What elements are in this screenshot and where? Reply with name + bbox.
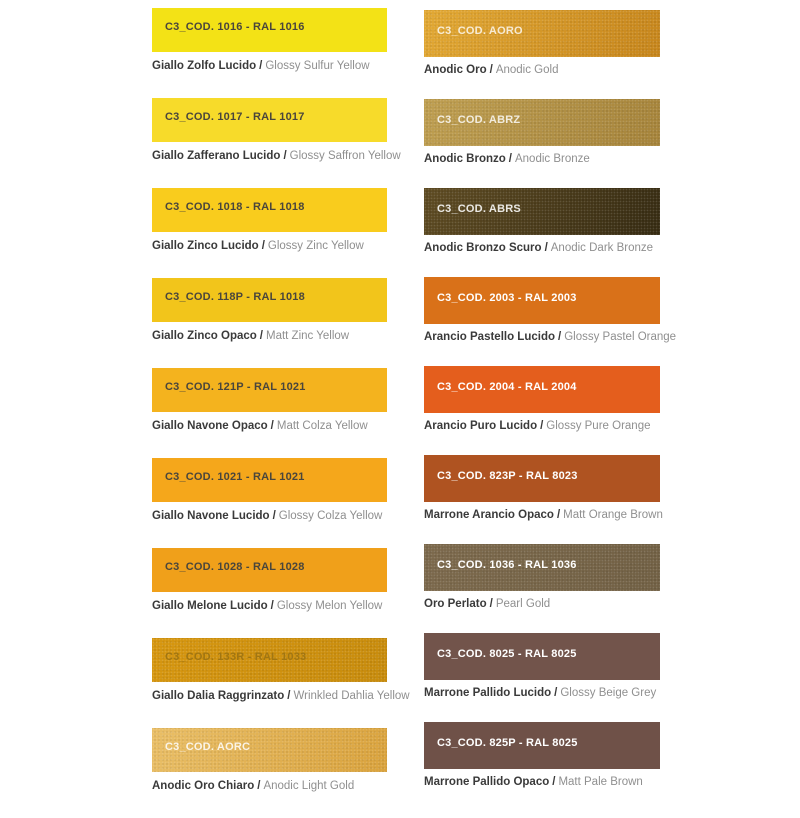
caption-english: Matt Pale Brown [558, 776, 643, 788]
color-swatch-abrz [424, 99, 660, 146]
swatch-caption [152, 329, 387, 343]
swatch-code-label: C3_COD. 1018 - RAL 1018 [165, 201, 305, 213]
swatch-card-ral1018-gloss [152, 188, 387, 253]
swatch-caption [152, 149, 401, 163]
caption-english: Matt Orange Brown [563, 509, 663, 521]
caption-separator: / [261, 240, 265, 252]
swatch-code-label: C3_COD. 1017 - RAL 1017 [165, 111, 305, 123]
swatch-code-label: C3_COD. ABRS [437, 203, 521, 215]
caption-separator: / [272, 510, 276, 522]
caption-separator: / [554, 687, 558, 699]
swatch-code-label: C3_COD. AORC [165, 741, 251, 753]
swatch-card-ral2004 [424, 366, 660, 433]
caption-italian: Giallo Navone Opaco [152, 420, 268, 432]
color-swatch-ral1018-gloss [152, 188, 387, 232]
color-swatch-ral1036 [424, 544, 660, 591]
color-swatch-ral8025-gloss [424, 633, 660, 680]
color-column-left [152, 8, 410, 818]
caption-english: Matt Zinc Yellow [266, 330, 350, 342]
caption-italian: Giallo Zinco Opaco [152, 330, 257, 342]
swatch-code-label: C3_COD. 1016 - RAL 1016 [165, 21, 305, 33]
caption-italian: Anodic Bronzo [424, 153, 506, 165]
caption-italian: Giallo Zafferano Lucido [152, 150, 281, 162]
caption-english: Glossy Pure Orange [546, 420, 651, 432]
caption-separator: / [489, 64, 493, 76]
swatch-code-label: C3_COD. 2004 - RAL 2004 [437, 381, 577, 393]
swatch-caption [424, 241, 660, 255]
swatch-card-ral8025-matt [424, 722, 660, 789]
swatch-card-ral1021-gloss [152, 458, 387, 523]
caption-english: Glossy Saffron Yellow [289, 150, 401, 162]
swatch-caption [424, 508, 663, 522]
caption-italian: Anodic Oro [424, 64, 487, 76]
caption-separator: / [558, 331, 562, 343]
swatch-code-label: C3_COD. 1021 - RAL 1021 [165, 471, 305, 483]
swatch-caption [424, 419, 660, 433]
swatch-code-label: C3_COD. 8025 - RAL 8025 [437, 648, 577, 660]
caption-separator: / [508, 153, 512, 165]
swatch-caption [424, 775, 660, 789]
swatch-card-ral1016 [152, 8, 387, 73]
swatch-card-ral1028 [152, 548, 387, 613]
swatch-code-label: C3_COD. 1028 - RAL 1028 [165, 561, 305, 573]
swatch-caption [152, 599, 387, 613]
swatch-caption [152, 689, 410, 703]
caption-separator: / [257, 780, 261, 792]
swatch-card-ral8025-gloss [424, 633, 660, 700]
swatch-card-abrz [424, 99, 660, 166]
caption-english: Anodic Gold [495, 64, 559, 76]
color-swatch-abrs [424, 188, 660, 235]
color-swatch-ral1021-matt [152, 368, 387, 412]
caption-separator: / [287, 690, 291, 702]
swatch-caption [152, 419, 387, 433]
swatch-code-label: C3_COD. AORO [437, 25, 523, 37]
caption-italian: Oro Perlato [424, 598, 487, 610]
caption-italian: Giallo Navone Lucido [152, 510, 270, 522]
caption-italian: Anodic Oro Chiaro [152, 780, 255, 792]
color-swatch-ral8025-matt [424, 722, 660, 769]
swatch-caption [424, 330, 677, 344]
color-swatch-ral2004 [424, 366, 660, 413]
color-swatch-ral1017 [152, 98, 387, 142]
caption-separator: / [259, 330, 263, 342]
caption-italian: Giallo Dalia Raggrinzato [152, 690, 285, 702]
caption-separator: / [540, 420, 544, 432]
swatch-code-label: C3_COD. 1036 - RAL 1036 [437, 559, 577, 571]
caption-italian: Giallo Melone Lucido [152, 600, 268, 612]
swatch-card-ral2003 [424, 277, 677, 344]
caption-italian: Giallo Zolfo Lucido [152, 60, 257, 72]
caption-separator: / [259, 60, 263, 72]
caption-english: Glossy Melon Yellow [276, 600, 383, 612]
caption-english: Anodic Dark Bronze [550, 242, 654, 254]
caption-italian: Giallo Zinco Lucido [152, 240, 259, 252]
color-swatch-ral8023 [424, 455, 660, 502]
caption-english: Anodic Light Gold [263, 780, 355, 792]
swatch-caption [424, 597, 660, 611]
swatch-card-abrs [424, 188, 660, 255]
color-swatch-ral1018-matt [152, 278, 387, 322]
swatch-caption [152, 779, 387, 793]
swatch-card-ral8023 [424, 455, 663, 522]
caption-italian: Arancio Puro Lucido [424, 420, 538, 432]
caption-separator: / [270, 420, 274, 432]
caption-separator: / [552, 776, 556, 788]
caption-separator: / [270, 600, 274, 612]
color-swatch-ral1033 [152, 638, 387, 682]
caption-italian: Marrone Arancio Opaco [424, 509, 554, 521]
swatch-caption [424, 686, 660, 700]
swatch-code-label: C3_COD. 825P - RAL 8025 [437, 737, 578, 749]
caption-separator: / [556, 509, 561, 521]
swatch-code-label: C3_COD. 2003 - RAL 2003 [437, 292, 577, 304]
swatch-code-label: C3_COD. ABRZ [437, 114, 521, 126]
caption-italian: Marrone Pallido Opaco [424, 776, 550, 788]
swatch-code-label: C3_COD. 823P - RAL 8023 [437, 470, 578, 482]
caption-separator: / [489, 598, 493, 610]
caption-italian: Anodic Bronzo Scuro [424, 242, 542, 254]
caption-english: Glossy Sulfur Yellow [265, 60, 370, 72]
color-swatch-ral1016 [152, 8, 387, 52]
swatch-caption [424, 152, 660, 166]
swatch-caption [152, 509, 387, 523]
swatch-code-label: C3_COD. 118P - RAL 1018 [165, 291, 305, 303]
caption-english: Matt Colza Yellow [276, 420, 368, 432]
caption-english: Glossy Colza Yellow [278, 510, 383, 522]
caption-english: Glossy Pastel Orange [564, 331, 677, 343]
color-swatch-aorc [152, 728, 387, 772]
caption-english: Glossy Beige Grey [560, 687, 657, 699]
swatch-card-ral1036 [424, 544, 660, 611]
color-swatch-aoro [424, 10, 660, 57]
caption-separator: / [544, 242, 548, 254]
swatch-caption [424, 63, 660, 77]
swatch-card-ral1018-matt [152, 278, 387, 343]
swatch-code-label: C3_COD. 121P - RAL 1021 [165, 381, 306, 393]
caption-separator: / [283, 150, 287, 162]
swatch-caption [152, 239, 387, 253]
swatch-caption [152, 59, 387, 73]
swatch-card-aoro [424, 10, 660, 77]
color-swatch-ral1021-gloss [152, 458, 387, 502]
swatch-card-ral1017 [152, 98, 401, 163]
caption-english: Anodic Bronze [514, 153, 590, 165]
color-swatch-ral1028 [152, 548, 387, 592]
caption-english: Glossy Zinc Yellow [267, 240, 364, 252]
swatch-code-label: C3_COD. 133R - RAL 1033 [165, 651, 307, 663]
swatch-card-ral1033 [152, 638, 410, 703]
caption-italian: Arancio Pastello Lucido [424, 331, 555, 343]
color-swatch-ral2003 [424, 277, 660, 324]
swatch-card-aorc [152, 728, 387, 793]
caption-english: Wrinkled Dahlia Yellow [293, 690, 410, 702]
swatch-card-ral1021-matt [152, 368, 387, 433]
color-column-right [424, 10, 677, 811]
caption-italian: Marrone Pallido Lucido [424, 687, 552, 699]
caption-english: Pearl Gold [495, 598, 551, 610]
